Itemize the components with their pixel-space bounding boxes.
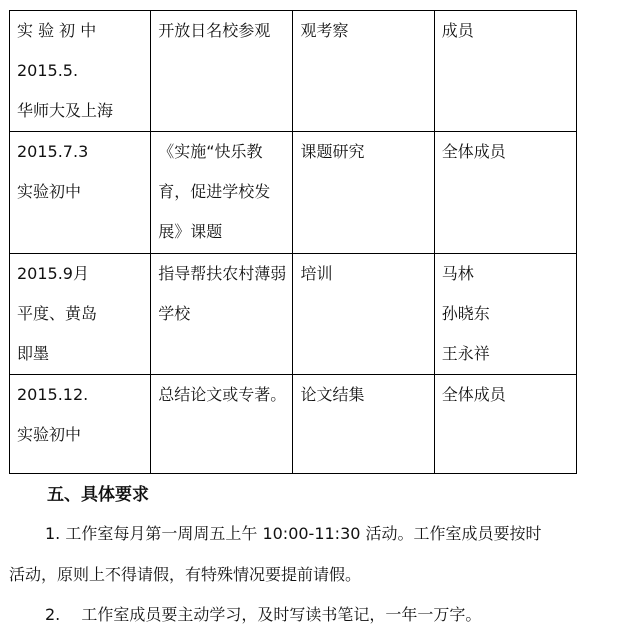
time-place-line: 华师大及上海 [17, 101, 114, 120]
participants-cell [434, 254, 576, 375]
table-row [10, 11, 577, 132]
time-place-cell [10, 11, 151, 132]
participant-name: 孙晓东 [441, 304, 490, 323]
content-text: 开放日名校参观 [158, 21, 271, 40]
participants-cell [434, 132, 576, 254]
requirement-2: 2. 工作室成员要主动学习，及时写读书笔记，一年一万字。 [45, 605, 482, 624]
time-place-cell [10, 132, 151, 254]
activity-schedule-table [9, 10, 577, 474]
time-place-line: 2015.5. [17, 61, 79, 80]
content-text: 指导帮扶农村薄弱学校 [158, 264, 287, 323]
form-cell [293, 375, 434, 474]
form-cell [293, 132, 434, 254]
content-text: 总结论文或专著。 [158, 385, 287, 404]
participant-name: 全体成员 [441, 142, 506, 161]
time-place-cell [10, 254, 151, 375]
time-place-line: 平度、黄岛 [17, 304, 98, 323]
content-cell [151, 11, 293, 132]
content-cell [151, 254, 293, 375]
time-place-line: 2015.12. [17, 385, 89, 404]
content-text: 《实施“快乐教育，促进学校发展》课题 [158, 142, 271, 241]
participant-name: 马林 [441, 264, 474, 283]
time-place-line: 2015.7.3 [17, 142, 89, 161]
time-place-line: 实 验 初 中 [17, 21, 97, 40]
participants-cell [434, 375, 576, 474]
participant-name: 王永祥 [441, 344, 490, 363]
time-place-line: 实验初中 [17, 182, 82, 201]
table-row [10, 132, 577, 254]
time-place-line: 即墨 [17, 344, 50, 363]
time-place-line: 2015.9月 [17, 264, 89, 283]
form-text: 课题研究 [300, 142, 365, 161]
participant-name: 全体成员 [441, 385, 506, 404]
form-text: 观考察 [300, 21, 349, 40]
requirement-1-line-2: 活动，原则上不得请假，有特殊情况要提前请假。 [9, 565, 362, 584]
table-row [10, 254, 577, 375]
form-cell [293, 11, 434, 132]
participants-cell [434, 11, 576, 132]
requirement-1-line-1: 1. 工作室每月第一周周五上午 10:00-11:30 活动。工作室成员要按时 [45, 524, 542, 543]
participant-name: 成员 [441, 21, 474, 40]
section-heading: 五、具体要求 [47, 485, 149, 505]
time-place-line: 实验初中 [17, 425, 82, 444]
time-place-cell [10, 375, 151, 474]
form-text: 培训 [300, 264, 333, 283]
table-row [10, 375, 577, 474]
form-text: 论文结集 [300, 385, 365, 404]
content-cell [151, 132, 293, 254]
form-cell [293, 254, 434, 375]
content-cell [151, 375, 293, 474]
